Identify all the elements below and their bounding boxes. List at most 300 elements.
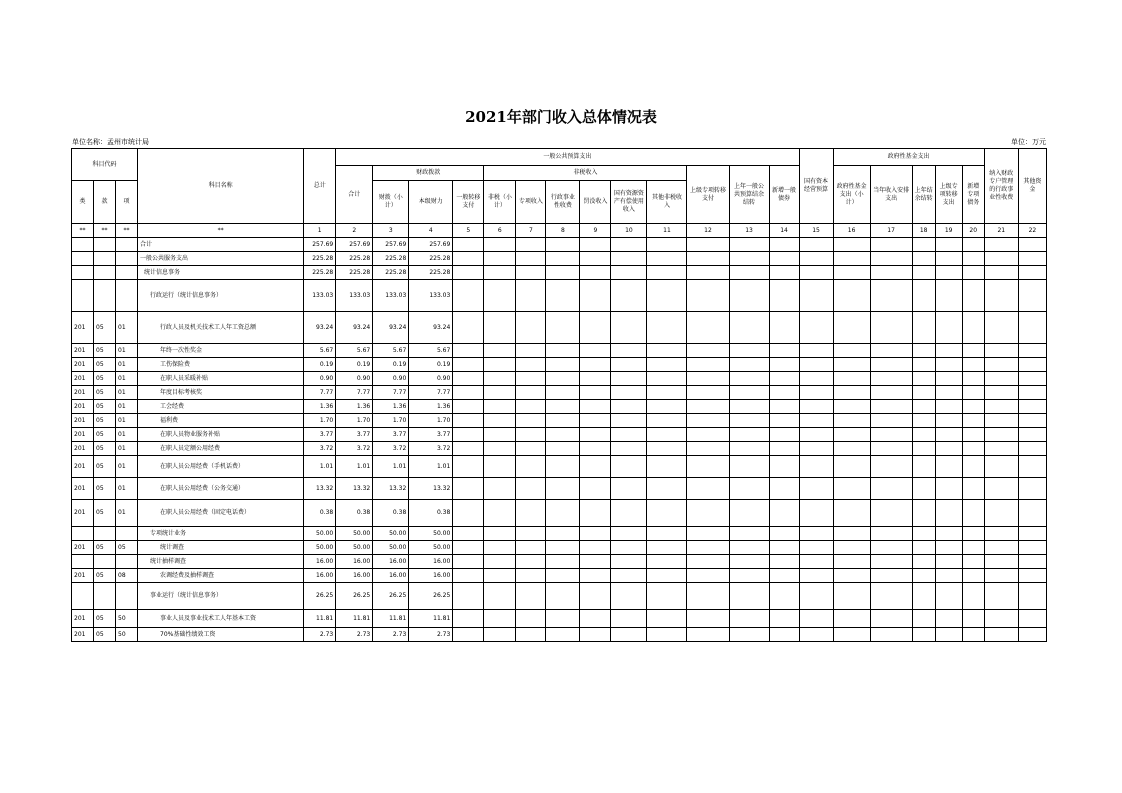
empty-value-cell	[647, 312, 687, 344]
upper-transfer-header: 上级专项转移支出	[935, 166, 962, 224]
kind-cell: 201	[72, 312, 94, 344]
empty-value-cell	[769, 312, 799, 344]
subtotal-cell: 50.00	[336, 527, 373, 541]
empty-value-cell	[611, 569, 647, 583]
table-row	[72, 400, 1047, 414]
total-cell: 5.67	[304, 344, 336, 358]
empty-value-cell	[799, 280, 833, 312]
index-cell: 19	[935, 224, 962, 238]
fiscal-subtotal-cell: 0.38	[373, 500, 409, 527]
empty-value-cell	[870, 400, 912, 414]
empty-value-cell	[984, 555, 1018, 569]
empty-value-cell	[453, 312, 484, 344]
empty-value-cell	[912, 583, 935, 610]
fiscal-appropriation-header: 财政拨款	[373, 166, 484, 181]
own-resources-cell: 3.72	[409, 442, 453, 456]
empty-value-cell	[984, 456, 1018, 478]
kind-cell	[72, 252, 94, 266]
fines-header: 罚没收入	[580, 181, 611, 224]
index-cell: 18	[912, 224, 935, 238]
subject-name-cell: 农调经费及抽样调查	[138, 569, 304, 583]
empty-value-cell	[769, 541, 799, 555]
total-cell: 1.70	[304, 414, 336, 428]
empty-value-cell	[484, 541, 516, 555]
empty-value-cell	[687, 442, 729, 456]
empty-value-cell	[647, 252, 687, 266]
empty-value-cell	[799, 344, 833, 358]
table-row	[72, 500, 1047, 527]
empty-value-cell	[484, 478, 516, 500]
item-cell: 01	[116, 344, 138, 358]
subtotal-cell: 3.72	[336, 442, 373, 456]
empty-value-cell	[912, 280, 935, 312]
empty-value-cell	[729, 312, 769, 344]
empty-value-cell	[1018, 358, 1046, 372]
own-resources-cell: 50.00	[409, 527, 453, 541]
empty-value-cell	[729, 569, 769, 583]
subtotal-cell: 7.77	[336, 386, 373, 400]
empty-value-cell	[453, 386, 484, 400]
empty-value-cell	[799, 252, 833, 266]
section-cell: 05	[94, 478, 116, 500]
total-cell: 0.19	[304, 358, 336, 372]
empty-value-cell	[769, 569, 799, 583]
total-cell: 7.77	[304, 386, 336, 400]
empty-value-cell	[870, 569, 912, 583]
section-cell: 05	[94, 442, 116, 456]
empty-value-cell	[647, 478, 687, 500]
empty-value-cell	[546, 456, 580, 478]
item-header: 项	[116, 181, 138, 224]
empty-value-cell	[580, 358, 611, 372]
item-cell: 01	[116, 386, 138, 400]
empty-value-cell	[729, 583, 769, 610]
empty-value-cell	[453, 414, 484, 428]
upper-special-transfer-header: 上级专项转移支付	[687, 166, 729, 224]
own-resources-cell: 0.38	[409, 500, 453, 527]
empty-value-cell	[912, 442, 935, 456]
empty-value-cell	[1018, 238, 1046, 252]
total-cell: 50.00	[304, 527, 336, 541]
own-resources-cell: 16.00	[409, 555, 453, 569]
kind-cell	[72, 238, 94, 252]
empty-value-cell	[453, 478, 484, 500]
empty-value-cell	[687, 280, 729, 312]
empty-value-cell	[611, 344, 647, 358]
unit-currency-label: 单位：万元	[1011, 138, 1046, 146]
empty-value-cell	[546, 238, 580, 252]
empty-value-cell	[984, 386, 1018, 400]
empty-value-cell	[799, 610, 833, 628]
section-cell: 05	[94, 358, 116, 372]
empty-value-cell	[546, 583, 580, 610]
subject-name-cell: 事业人员及事业技术工人年基本工资	[138, 610, 304, 628]
fiscal-subtotal-cell: 16.00	[373, 569, 409, 583]
index-cell: 5	[453, 224, 484, 238]
empty-value-cell	[484, 238, 516, 252]
empty-value-cell	[870, 280, 912, 312]
empty-value-cell	[611, 280, 647, 312]
empty-value-cell	[453, 569, 484, 583]
item-cell: 50	[116, 628, 138, 642]
own-resources-cell: 16.00	[409, 569, 453, 583]
empty-value-cell	[580, 252, 611, 266]
empty-value-cell	[984, 312, 1018, 344]
section-cell: 05	[94, 569, 116, 583]
empty-value-cell	[611, 541, 647, 555]
section-cell	[94, 555, 116, 569]
empty-value-cell	[580, 527, 611, 541]
empty-value-cell	[687, 555, 729, 569]
total-cell: 93.24	[304, 312, 336, 344]
empty-value-cell	[546, 555, 580, 569]
empty-value-cell	[687, 610, 729, 628]
kind-cell	[72, 583, 94, 610]
empty-value-cell	[935, 442, 962, 456]
empty-value-cell	[833, 428, 870, 442]
own-resources-cell: 0.90	[409, 372, 453, 386]
kind-cell: 201	[72, 386, 94, 400]
subtotal-cell: 0.38	[336, 500, 373, 527]
empty-value-cell	[833, 400, 870, 414]
subtotal-cell: 257.69	[336, 238, 373, 252]
empty-value-cell	[962, 569, 984, 583]
empty-value-cell	[912, 555, 935, 569]
fiscal-subtotal-cell: 50.00	[373, 541, 409, 555]
index-cell: 20	[962, 224, 984, 238]
fiscal-subtotal-cell: 0.19	[373, 358, 409, 372]
empty-value-cell	[769, 400, 799, 414]
empty-value-cell	[833, 280, 870, 312]
empty-value-cell	[611, 583, 647, 610]
table-row	[72, 628, 1047, 642]
empty-value-cell	[546, 610, 580, 628]
empty-value-cell	[484, 527, 516, 541]
empty-value-cell	[580, 372, 611, 386]
empty-value-cell	[935, 527, 962, 541]
table-row	[72, 442, 1047, 456]
empty-value-cell	[833, 456, 870, 478]
empty-value-cell	[546, 414, 580, 428]
subject-name-cell: 合计	[138, 238, 304, 252]
empty-value-cell	[729, 478, 769, 500]
prior-year-general-header: 上年一般公共预算结余结转	[729, 166, 769, 224]
empty-value-cell	[769, 344, 799, 358]
empty-value-cell	[647, 442, 687, 456]
empty-value-cell	[453, 238, 484, 252]
empty-value-cell	[611, 555, 647, 569]
empty-value-cell	[1018, 280, 1046, 312]
empty-value-cell	[962, 456, 984, 478]
empty-value-cell	[912, 500, 935, 527]
empty-value-cell	[729, 610, 769, 628]
subtotal-cell: 50.00	[336, 541, 373, 555]
empty-value-cell	[580, 238, 611, 252]
empty-value-cell	[962, 500, 984, 527]
total-cell: 0.90	[304, 372, 336, 386]
subtotal-cell: 225.28	[336, 266, 373, 280]
empty-value-cell	[769, 478, 799, 500]
empty-value-cell	[833, 628, 870, 642]
empty-value-cell	[912, 252, 935, 266]
index-cell: 21	[984, 224, 1018, 238]
empty-value-cell	[962, 527, 984, 541]
own-resources-header: 本级财力	[409, 181, 453, 224]
empty-value-cell	[962, 442, 984, 456]
empty-value-cell	[799, 569, 833, 583]
index-cell: **	[116, 224, 138, 238]
empty-value-cell	[484, 372, 516, 386]
empty-value-cell	[833, 583, 870, 610]
empty-value-cell	[799, 312, 833, 344]
empty-value-cell	[453, 628, 484, 642]
empty-value-cell	[647, 428, 687, 442]
section-cell: 05	[94, 428, 116, 442]
other-funds-header: 其他资金	[1018, 149, 1046, 224]
empty-value-cell	[935, 555, 962, 569]
income-table	[71, 148, 1047, 642]
subtotal-cell: 2.73	[336, 628, 373, 642]
empty-value-cell	[516, 386, 546, 400]
empty-value-cell	[799, 400, 833, 414]
empty-value-cell	[647, 456, 687, 478]
own-resources-cell: 133.03	[409, 280, 453, 312]
empty-value-cell	[984, 478, 1018, 500]
subject-name-cell: 统计抽样调查	[138, 555, 304, 569]
subject-name-cell: 行政人员及机关技术工人年工资总额	[138, 312, 304, 344]
empty-value-cell	[962, 312, 984, 344]
empty-value-cell	[516, 280, 546, 312]
empty-value-cell	[833, 555, 870, 569]
empty-value-cell	[546, 252, 580, 266]
kind-cell: 201	[72, 442, 94, 456]
empty-value-cell	[799, 238, 833, 252]
empty-value-cell	[611, 372, 647, 386]
empty-value-cell	[484, 266, 516, 280]
subject-name-cell: 70%基础性绩效工资	[138, 628, 304, 642]
empty-value-cell	[687, 569, 729, 583]
fiscal-subtotal-cell: 225.28	[373, 252, 409, 266]
subtotal-cell: 0.19	[336, 358, 373, 372]
fiscal-subtotal-cell: 16.00	[373, 555, 409, 569]
empty-value-cell	[647, 238, 687, 252]
state-assets-header: 国有资源资产有偿使用收入	[611, 181, 647, 224]
empty-value-cell	[647, 610, 687, 628]
empty-value-cell	[962, 610, 984, 628]
subject-name-cell: 在职人员公用经费（公务交通）	[138, 478, 304, 500]
empty-value-cell	[516, 527, 546, 541]
section-cell: 05	[94, 541, 116, 555]
subject-name-cell: 在职人员公用经费（手机话费）	[138, 456, 304, 478]
index-cell: 22	[1018, 224, 1046, 238]
empty-value-cell	[729, 238, 769, 252]
empty-value-cell	[984, 541, 1018, 555]
empty-value-cell	[729, 386, 769, 400]
empty-value-cell	[1018, 344, 1046, 358]
index-cell: 10	[611, 224, 647, 238]
own-resources-cell: 11.81	[409, 610, 453, 628]
own-resources-cell: 0.19	[409, 358, 453, 372]
empty-value-cell	[516, 414, 546, 428]
empty-value-cell	[935, 252, 962, 266]
empty-value-cell	[984, 358, 1018, 372]
kind-cell: 201	[72, 628, 94, 642]
table-row	[72, 280, 1047, 312]
empty-value-cell	[935, 372, 962, 386]
kind-cell: 201	[72, 414, 94, 428]
item-cell	[116, 266, 138, 280]
empty-value-cell	[935, 478, 962, 500]
empty-value-cell	[935, 500, 962, 527]
empty-value-cell	[516, 312, 546, 344]
empty-value-cell	[1018, 372, 1046, 386]
empty-value-cell	[935, 583, 962, 610]
empty-value-cell	[769, 628, 799, 642]
index-cell: 11	[647, 224, 687, 238]
empty-value-cell	[647, 555, 687, 569]
subtotal-cell: 1.01	[336, 456, 373, 478]
empty-value-cell	[935, 628, 962, 642]
item-cell	[116, 238, 138, 252]
section-cell	[94, 266, 116, 280]
empty-value-cell	[912, 456, 935, 478]
empty-value-cell	[912, 478, 935, 500]
empty-value-cell	[912, 541, 935, 555]
subject-name-cell: 行政运行（统计信息事务）	[138, 280, 304, 312]
empty-value-cell	[799, 386, 833, 400]
total-cell: 133.03	[304, 280, 336, 312]
empty-value-cell	[647, 628, 687, 642]
empty-value-cell	[1018, 266, 1046, 280]
table-row	[72, 478, 1047, 500]
empty-value-cell	[962, 583, 984, 610]
empty-value-cell	[647, 266, 687, 280]
item-cell	[116, 280, 138, 312]
empty-value-cell	[1018, 628, 1046, 642]
index-cell: **	[72, 224, 94, 238]
total-cell: 2.73	[304, 628, 336, 642]
kind-cell: 201	[72, 500, 94, 527]
own-resources-cell: 1.36	[409, 400, 453, 414]
empty-value-cell	[580, 266, 611, 280]
kind-cell: 201	[72, 344, 94, 358]
fiscal-subtotal-cell: 1.70	[373, 414, 409, 428]
empty-value-cell	[647, 500, 687, 527]
empty-value-cell	[516, 500, 546, 527]
fiscal-managed-header: 纳入财政专户管理的行政事业性收费	[984, 149, 1018, 224]
empty-value-cell	[546, 266, 580, 280]
empty-value-cell	[687, 500, 729, 527]
empty-value-cell	[484, 456, 516, 478]
empty-value-cell	[935, 238, 962, 252]
total-cell: 11.81	[304, 610, 336, 628]
empty-value-cell	[962, 400, 984, 414]
special-income-header: 专项收入	[516, 181, 546, 224]
empty-value-cell	[984, 400, 1018, 414]
empty-value-cell	[611, 628, 647, 642]
own-resources-cell: 7.77	[409, 386, 453, 400]
fiscal-subtotal-header: 财拨（小计）	[373, 181, 409, 224]
empty-value-cell	[935, 428, 962, 442]
empty-value-cell	[687, 238, 729, 252]
subtotal-cell: 11.81	[336, 610, 373, 628]
kind-cell: 201	[72, 372, 94, 386]
own-resources-cell: 1.70	[409, 414, 453, 428]
empty-value-cell	[546, 500, 580, 527]
fiscal-subtotal-cell: 11.81	[373, 610, 409, 628]
empty-value-cell	[870, 238, 912, 252]
empty-value-cell	[870, 266, 912, 280]
empty-value-cell	[1018, 500, 1046, 527]
empty-value-cell	[962, 372, 984, 386]
kind-cell: 201	[72, 400, 94, 414]
empty-value-cell	[453, 266, 484, 280]
empty-value-cell	[546, 372, 580, 386]
empty-value-cell	[453, 610, 484, 628]
kind-cell: 201	[72, 358, 94, 372]
total-header: 总计	[304, 149, 336, 224]
kind-cell	[72, 266, 94, 280]
empty-value-cell	[729, 628, 769, 642]
kind-cell: 201	[72, 478, 94, 500]
empty-value-cell	[546, 628, 580, 642]
section-cell: 05	[94, 312, 116, 344]
empty-value-cell	[580, 610, 611, 628]
empty-value-cell	[729, 358, 769, 372]
prior-year-balance-header: 上年结余结转	[912, 166, 935, 224]
subtotal-header: 合计	[336, 166, 373, 224]
total-cell: 26.25	[304, 583, 336, 610]
empty-value-cell	[546, 358, 580, 372]
empty-value-cell	[687, 527, 729, 541]
total-cell: 0.38	[304, 500, 336, 527]
fiscal-subtotal-cell: 1.36	[373, 400, 409, 414]
empty-value-cell	[799, 456, 833, 478]
empty-value-cell	[833, 266, 870, 280]
table-row	[72, 238, 1047, 252]
table-row	[72, 583, 1047, 610]
empty-value-cell	[546, 442, 580, 456]
table-row	[72, 456, 1047, 478]
fiscal-subtotal-cell: 93.24	[373, 312, 409, 344]
empty-value-cell	[1018, 312, 1046, 344]
fiscal-subtotal-cell: 3.77	[373, 428, 409, 442]
empty-value-cell	[516, 266, 546, 280]
empty-value-cell	[870, 527, 912, 541]
empty-value-cell	[799, 500, 833, 527]
empty-value-cell	[611, 527, 647, 541]
index-cell: 16	[833, 224, 870, 238]
empty-value-cell	[870, 478, 912, 500]
table-row	[72, 610, 1047, 628]
empty-value-cell	[484, 280, 516, 312]
own-resources-cell: 2.73	[409, 628, 453, 642]
total-cell: 225.28	[304, 252, 336, 266]
empty-value-cell	[870, 428, 912, 442]
empty-value-cell	[1018, 610, 1046, 628]
empty-value-cell	[799, 428, 833, 442]
kind-cell: 201	[72, 456, 94, 478]
empty-value-cell	[611, 500, 647, 527]
fiscal-subtotal-cell: 2.73	[373, 628, 409, 642]
empty-value-cell	[962, 628, 984, 642]
kind-cell: 201	[72, 541, 94, 555]
empty-value-cell	[516, 628, 546, 642]
empty-value-cell	[1018, 252, 1046, 266]
subtotal-cell: 133.03	[336, 280, 373, 312]
empty-value-cell	[799, 541, 833, 555]
empty-value-cell	[647, 344, 687, 358]
